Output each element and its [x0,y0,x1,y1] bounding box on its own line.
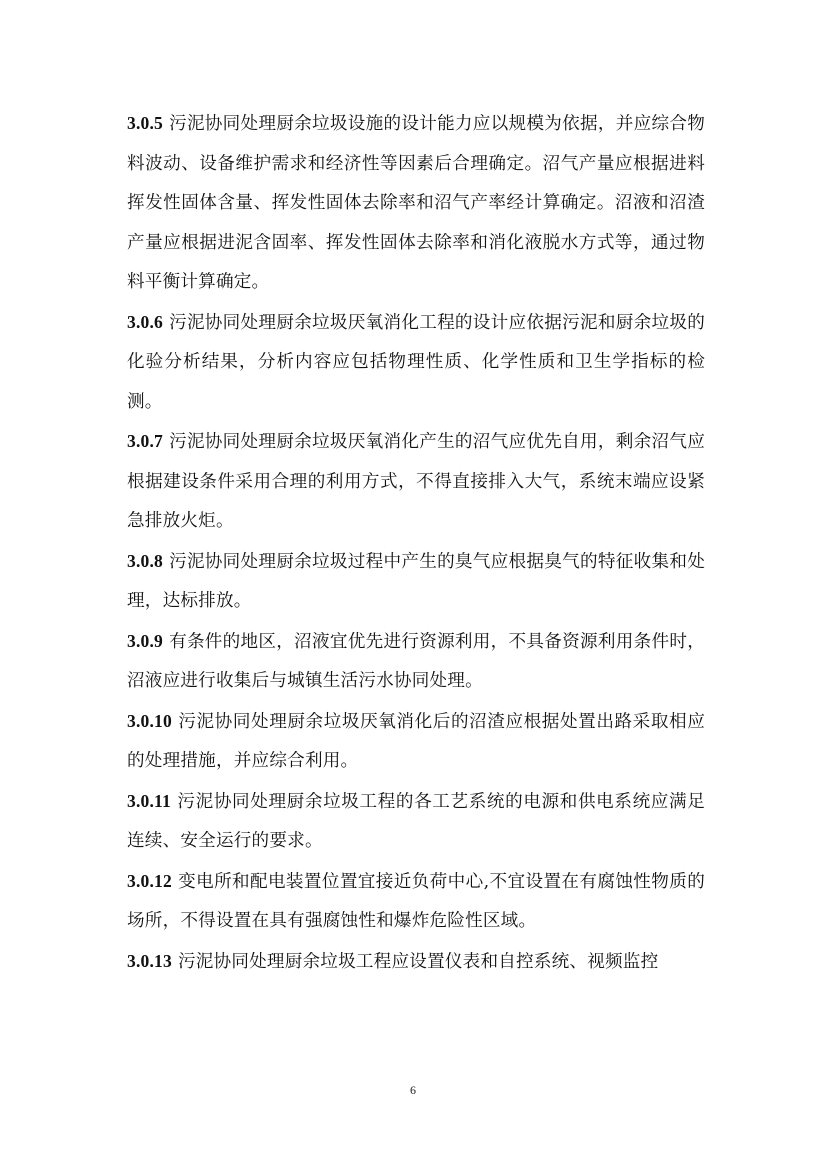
clause-number: 3.0.9 [127,630,163,651]
clause-text: 污泥协同处理厨余垃圾厌氧消化后的沼渣应根据处置出路采取相应的处理措施，并应综合利用。 [127,711,705,771]
clause-text: 污泥协同处理厨余垃圾工程应设置仪表和自控系统、视频监控 [177,951,659,972]
clause-text: 变电所和配电装置位置宜接近负荷中心,不宜设置在有腐蚀性物质的场所，不得设置在具有强腐蚀性和爆炸危险性区域。 [127,871,705,931]
clause-3-0-8 [127,542,705,622]
clause-3-0-10 [127,702,705,782]
clause-number: 3.0.8 [127,550,163,571]
clause-number: 3.0.10 [127,710,172,731]
clause-text: 污泥协同处理厨余垃圾工程的各工艺系统的电源和供电系统应满足连续、安全运行的要求。 [127,791,705,851]
clause-text: 污泥协同处理厨余垃圾设施的设计能力应以规模为依据，并应综合物料波动、设备维护需求和经济性等因素后合理确定。沼气产量应根据进料挥发性固体含量、挥发性固体去除率和沼气产率经计算确定。沼液和沼渣产量应根据进泥含固率、挥发性固体去除率和消化液脱水方式等，通过物料平衡计算确定。 [127,114,705,292]
clause-number: 3.0.6 [127,311,163,332]
clause-list [127,104,705,982]
clause-number: 3.0.12 [127,870,172,891]
clause-3-0-12 [127,862,705,942]
clause-number: 3.0.11 [127,790,171,811]
clause-3-0-9 [127,622,705,702]
clause-number: 3.0.7 [127,431,163,451]
clause-number: 3.0.13 [127,950,172,971]
clause-text: 污泥协同处理厨余垃圾厌氧消化工程的设计应依据污泥和厨余垃圾的化验分析结果，分析内容应包括物理性质、化学性质和卫生学指标的检测。 [127,312,705,412]
clause-3-0-5 [127,104,705,303]
clause-3-0-11 [127,782,705,862]
clause-3-0-7 [127,422,705,542]
page-number: 6 [410,1083,416,1097]
clause-text: 污泥协同处理厨余垃圾厌氧消化产生的沼气应优先自用，剩余沼气应根据建设条件采用合理的利用方式，不得直接排入大气，系统末端应设紧急排放火炬。 [127,432,705,531]
clause-3-0-13 [127,942,705,983]
clause-number: 3.0.5 [127,113,163,133]
clause-3-0-6 [127,303,705,423]
clause-text: 污泥协同处理厨余垃圾过程中产生的臭气应根据臭气的特征收集和处理，达标排放。 [127,551,705,611]
clause-text: 有条件的地区，沼液宜优先进行资源利用，不具备资源利用条件时，沼液应进行收集后与城镇生活污水协同处理。 [127,631,705,691]
